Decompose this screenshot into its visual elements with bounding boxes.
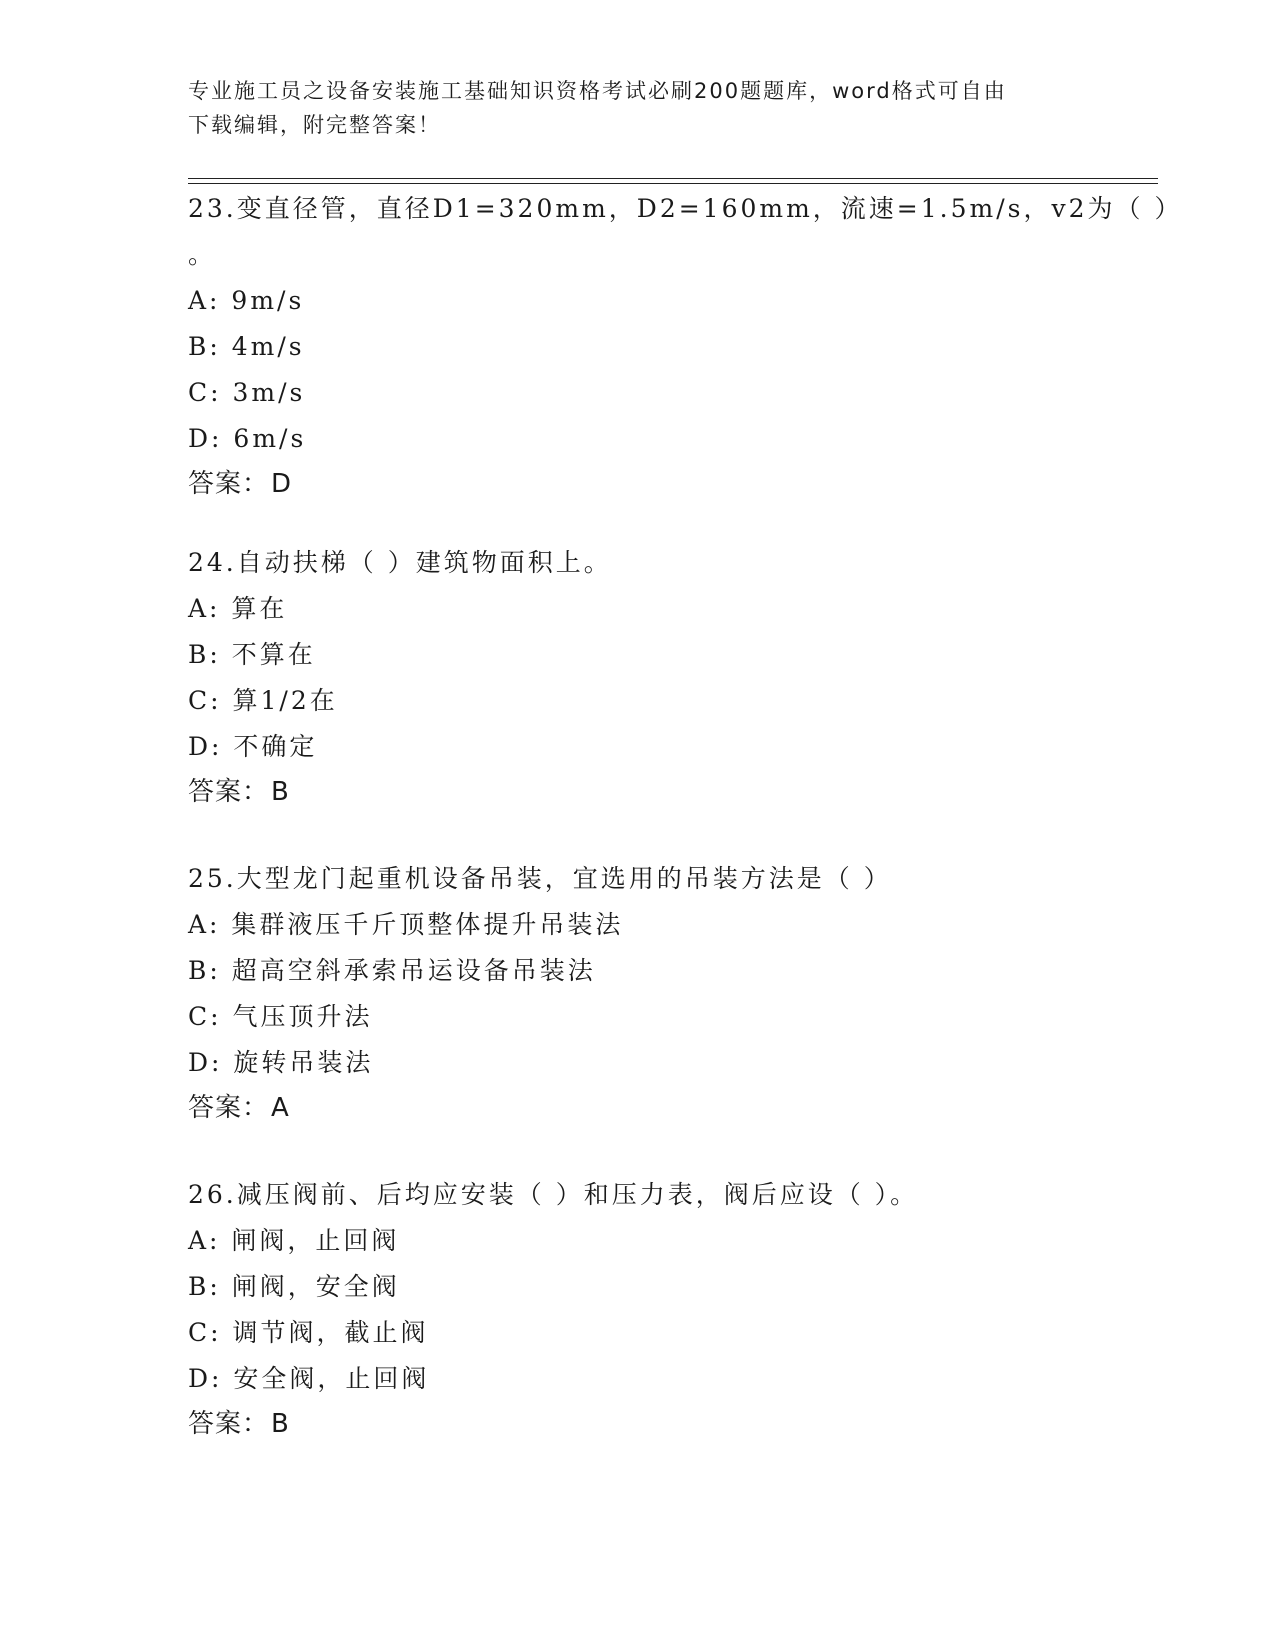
- answer-label: 答案：: [188, 1093, 270, 1123]
- answer-value: B: [271, 1409, 290, 1439]
- option-c: C: 调节阀，截止阀: [188, 1318, 429, 1347]
- answer-value: B: [271, 777, 290, 807]
- answer-line: [188, 462, 1088, 506]
- option-b: B: 4m/s: [188, 332, 305, 361]
- option-c: C: 3m/s: [188, 378, 306, 407]
- question-stem: 24.自动扶梯（ ）建筑物面积上。: [188, 548, 612, 577]
- answer-label: 答案：: [188, 1409, 270, 1439]
- option-d: D: 安全阀，止回阀: [188, 1364, 430, 1393]
- answer-line: [188, 770, 1088, 814]
- option-d: D: 不确定: [188, 732, 318, 761]
- option-b: B: 超高空斜承索吊运设备吊装法: [188, 956, 596, 985]
- answer-line: [188, 1402, 1088, 1446]
- answer-line: [188, 1086, 1088, 1130]
- header-title-line2: 下载编辑，附完整答案！: [188, 113, 441, 137]
- answer-label: 答案：: [188, 469, 270, 499]
- answer-label: 答案：: [188, 777, 270, 807]
- question-stem-continuation: 。: [188, 240, 214, 269]
- header-title-line1: 专业施工员之设备安装施工基础知识资格考试必刷200题题库，word格式可自由: [188, 79, 1007, 103]
- question-23: [188, 186, 1183, 506]
- header-divider-top: [188, 178, 1158, 179]
- question-stem: 26.减压阀前、后均应安装（ ）和压力表，阀后应设（ ）。: [188, 1180, 919, 1209]
- question-stem: 25.大型龙门起重机设备吊装，宜选用的吊装方法是（ ）: [188, 864, 892, 893]
- option-a: A: 集群液压千斤顶整体提升吊装法: [188, 910, 624, 939]
- question-25: [188, 856, 1088, 1130]
- document-header: [188, 74, 1068, 142]
- question-26: [188, 1172, 1088, 1446]
- option-a: A: 算在: [188, 594, 288, 623]
- option-c: C: 算1/2在: [188, 686, 338, 715]
- option-a: A: 闸阀，止回阀: [188, 1226, 400, 1255]
- option-c: C: 气压顶升法: [188, 1002, 373, 1031]
- answer-value: D: [271, 469, 293, 499]
- option-a: A: 9m/s: [188, 286, 305, 315]
- option-b: B: 闸阀，安全阀: [188, 1272, 400, 1301]
- question-24: [188, 540, 1088, 814]
- option-b: B: 不算在: [188, 640, 316, 669]
- option-d: D: 旋转吊装法: [188, 1048, 374, 1077]
- header-divider-bottom: [188, 183, 1158, 184]
- answer-value: A: [271, 1093, 290, 1123]
- question-stem: 23.变直径管，直径D1=320mm，D2=160mm，流速=1.5m/s，v2为（ ）: [188, 194, 1183, 223]
- option-d: D: 6m/s: [188, 424, 307, 453]
